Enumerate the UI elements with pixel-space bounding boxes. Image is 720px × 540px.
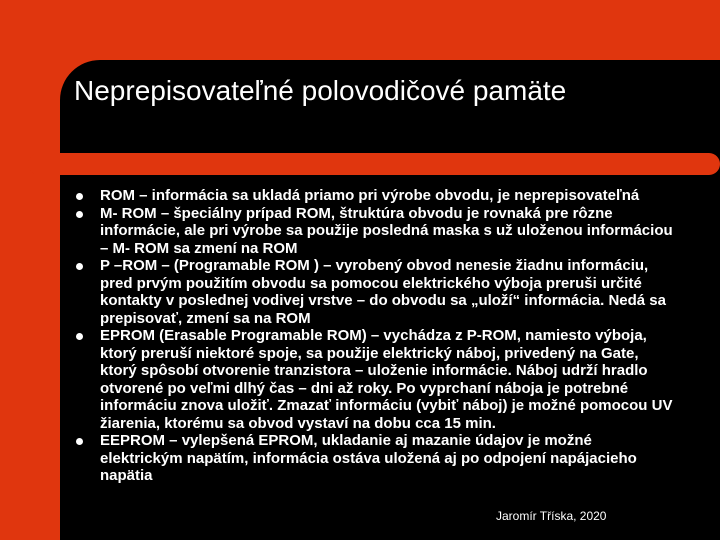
item-lead: ROM [100, 187, 135, 204]
item-lead: M- ROM [100, 204, 157, 222]
divider-bar [28, 153, 720, 175]
item-text [100, 205, 674, 258]
bullet-icon [76, 333, 83, 340]
item-body: – (Programable ROM ) – vyrobený obvod nenesie žiadnu informáciu, pred prvým použitím obvodu sa pomocou elektrického výboja preruši určité kontakty v poslednej vodivej vrstve – do obvodu sa „uloží“ informácia. Nedá sa prepisovať, zmení sa na ROM [100, 257, 666, 327]
bullet-icon [76, 263, 83, 270]
item-lead: EEPROM [100, 432, 166, 449]
footer-author: Jaromír Tříska, 2020 [496, 509, 607, 523]
slide-title: Neprepisovateľné polovodičové pamäte [74, 75, 567, 106]
item-body: – vylepšená EPROM, ukladanie aj mazanie údajov je možné elektrickým napätím, informácia ostáva uložená aj po odpojení napájacieho napätia [100, 432, 637, 484]
item-lead: EPROM [100, 327, 156, 344]
bullet-icon [76, 211, 83, 218]
item-text [100, 327, 674, 432]
list-item [74, 205, 674, 258]
bullet-icon [76, 193, 83, 200]
list-item [74, 187, 674, 205]
bullet-icon [76, 438, 83, 445]
item-text [100, 432, 674, 485]
item-lead: P –ROM [100, 257, 158, 274]
item-body: (Erasable Programable ROM) – vychádza z P-ROM, namiesto výboja, ktorý preruší niektoré spoje, sa použije elektrický náboj, privedený na Gate, ktorý spôsobí otvorenie tranzistora – uloženie informácie. Náboj udrží hradlo otvorené po veľmi dlhý čas – dni až roky. Po vyprchaní náboja je potrebné informáciu znova uložiť. Zmazať informáciu (vybiť náboj) je možné pomocou UV žiarenia, ktorému sa obvod vystaví na dobu cca 15 min. [100, 327, 673, 432]
list-item [74, 257, 674, 327]
list-item [74, 432, 674, 485]
item-body: – informácia sa ukladá priamo pri výrobe obvodu, je neprepisovateľná [135, 187, 640, 204]
item-body: – špeciálny prípad ROM, štruktúra obvodu je rovnaká pre rôzne informácie, ale pri výrobe sa použije posledná maska s už uloženou informáciou – M- ROM sa zmení na ROM [100, 204, 673, 257]
item-text [100, 257, 674, 327]
left-accent-band [0, 0, 60, 540]
list-item [74, 327, 674, 432]
bullet-list [74, 187, 674, 485]
item-text [100, 187, 674, 205]
top-accent-band [0, 0, 720, 60]
